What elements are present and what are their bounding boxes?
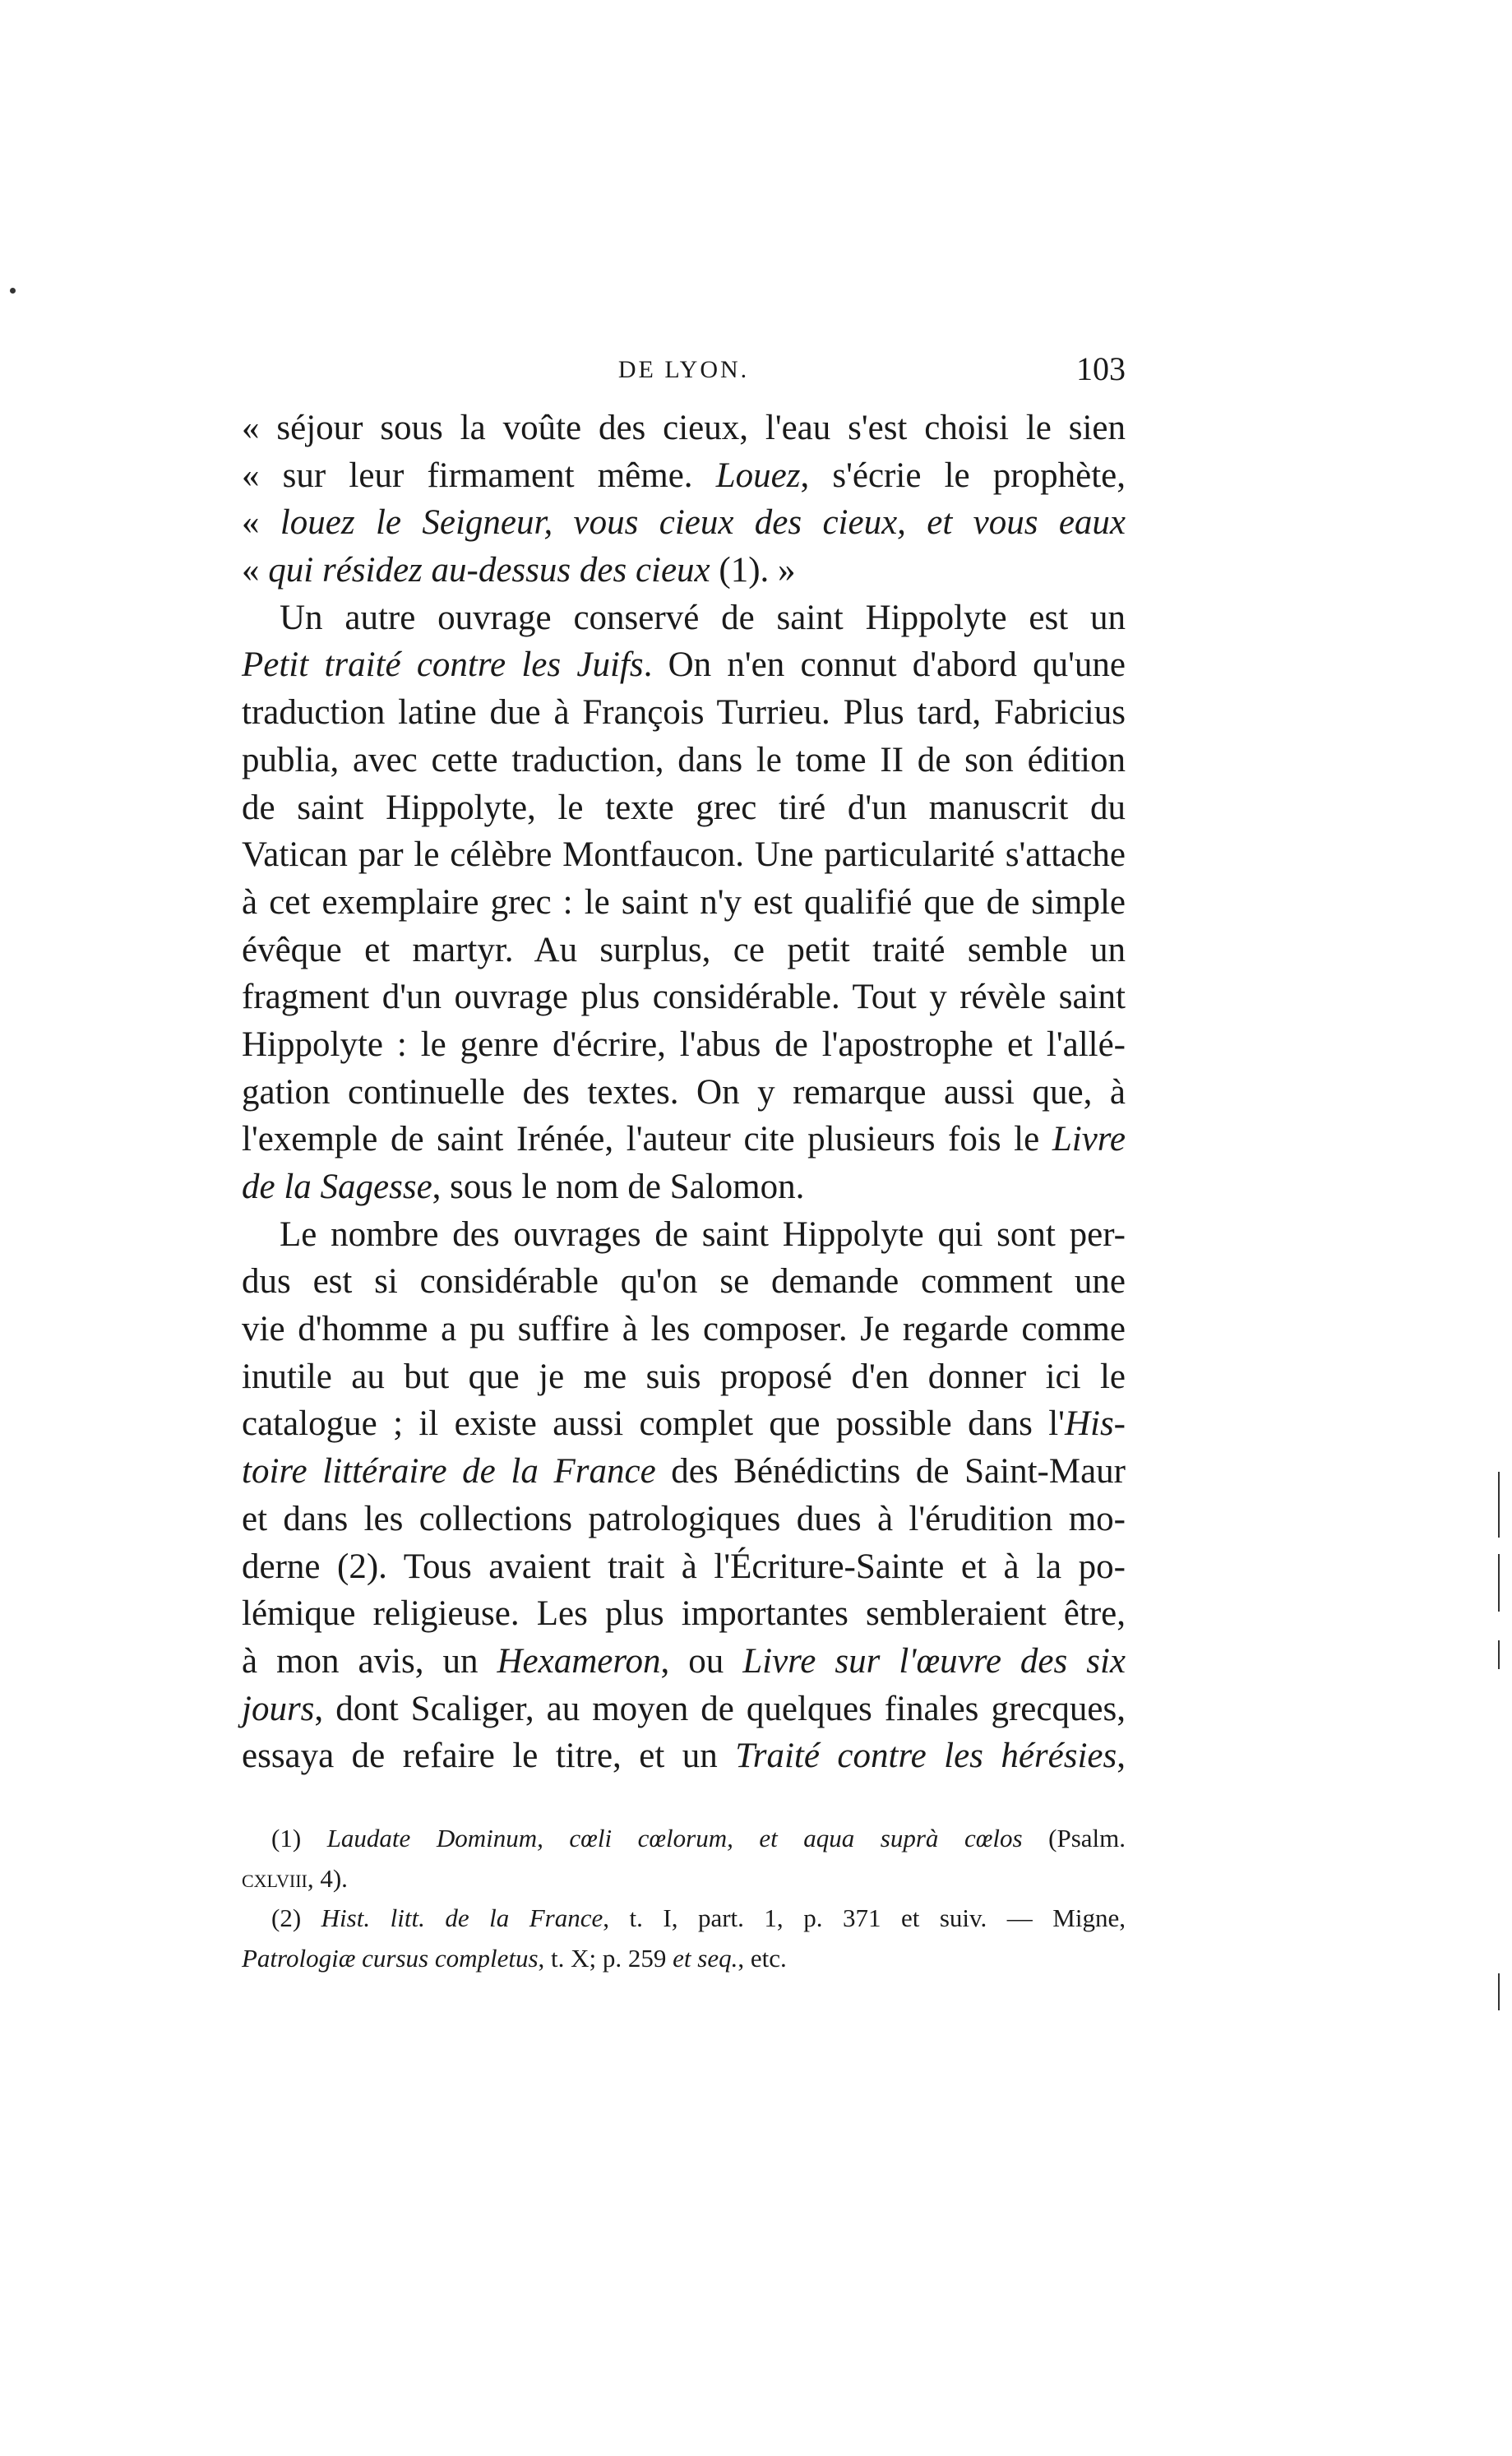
text-segment: à mon avis, un xyxy=(242,1641,497,1681)
text-segment: Le nombre des ouvrages de saint Hippolyte qui sont per- xyxy=(280,1214,1126,1254)
text-line xyxy=(242,784,1126,832)
footnote-line xyxy=(242,1859,1126,1899)
text-segment: , ou xyxy=(660,1641,743,1681)
running-title: DE LYON. xyxy=(617,356,750,383)
text-line xyxy=(242,1163,1126,1211)
body-text xyxy=(242,405,1126,1780)
italic-text: Louez xyxy=(715,456,801,495)
italic-text: His- xyxy=(1064,1404,1126,1444)
text-segment: de saint Hippolyte, le texte grec tiré d'un manuscrit du xyxy=(242,788,1126,827)
italic-text: et seq. xyxy=(673,1943,738,1973)
text-line xyxy=(242,1069,1126,1117)
text-line xyxy=(242,1496,1126,1543)
text-line xyxy=(242,499,1126,547)
text-line xyxy=(242,831,1126,879)
text-segment: gation continuelle des textes. On y remarque aussi que, à xyxy=(242,1072,1126,1112)
italic-text: Livre xyxy=(1052,1120,1126,1159)
footnote-line xyxy=(242,1899,1126,1939)
italic-text: Hist. litt. de la France xyxy=(321,1903,603,1932)
footnote-line xyxy=(242,1819,1126,1859)
text-line xyxy=(242,1116,1126,1163)
text-segment: essaya de refaire le titre, et un xyxy=(242,1737,736,1776)
text-segment: fragment d'un ouvrage plus considérable. Tout y révèle saint xyxy=(242,978,1126,1017)
text-line xyxy=(242,594,1126,642)
text-line xyxy=(242,1400,1126,1448)
page-header xyxy=(242,349,1126,391)
italic-text: Hexameron xyxy=(497,1641,661,1681)
text-segment: vie d'homme a pu suffire à les composer. Je regarde comme xyxy=(242,1310,1126,1349)
italic-text: louez le Seigneur, vous cieux des cieux, et vous eaux xyxy=(280,503,1126,543)
text-segment: inutile au but que je me suis proposé d'en donner ici le xyxy=(242,1357,1126,1396)
text-segment: « xyxy=(242,503,280,543)
italic-text: Petit traité contre les Juifs xyxy=(242,645,644,685)
text-line xyxy=(242,1543,1126,1591)
text-segment: (Psalm. xyxy=(1022,1824,1126,1852)
text-segment: à cet exemplaire grec : le saint n'y est qualifié que de simple xyxy=(242,882,1126,922)
italic-text: Laudate Dominum, cœli cœlorum, et aqua suprà cœlos xyxy=(326,1824,1023,1852)
text-line xyxy=(242,405,1126,452)
text-segment: lémique religieuse. Les plus importantes sembleraient être, xyxy=(242,1594,1126,1634)
text-segment: des Bénédictins de Saint-Maur xyxy=(655,1452,1126,1492)
text-segment: , sous le nom de Salomon. xyxy=(432,1168,805,1206)
scan-mark xyxy=(1498,1973,1500,2010)
text-segment: , t. X; p. 259 xyxy=(538,1943,673,1973)
text-segment: « xyxy=(242,551,269,590)
scan-mark xyxy=(1498,1640,1500,1669)
text-line xyxy=(242,974,1126,1021)
text-line xyxy=(242,641,1126,689)
text-line xyxy=(242,452,1126,500)
text-line xyxy=(242,927,1126,974)
text-line xyxy=(242,737,1126,784)
text-line xyxy=(242,1590,1126,1638)
text-segment: (1) xyxy=(271,1824,327,1852)
text-line xyxy=(242,879,1126,927)
text-segment: (2) xyxy=(271,1903,321,1932)
italic-text: jours xyxy=(242,1689,315,1728)
text-segment: , 4). xyxy=(307,1863,348,1893)
text-line xyxy=(242,1211,1126,1259)
text-line xyxy=(242,1638,1126,1686)
italic-text: Livre sur l'œuvre des six xyxy=(742,1641,1126,1681)
text-segment: catalogue ; il existe aussi complet que possible dans l' xyxy=(242,1404,1065,1444)
scan-speck xyxy=(10,288,16,294)
text-line xyxy=(242,1732,1126,1780)
italic-text: de la Sagesse xyxy=(242,1168,432,1206)
text-segment: dus est si considérable qu'on se demande comment une xyxy=(242,1262,1126,1302)
text-segment: , dont Scaliger, au moyen de quelques finales grecques, xyxy=(314,1689,1126,1728)
footnotes xyxy=(242,1819,1126,1978)
text-segment: et dans les collections patrologiques dues à l'érudition mo- xyxy=(242,1499,1126,1538)
text-line xyxy=(242,1021,1126,1069)
text-segment: traduction latine due à François Turrieu. Plus tard, Fabricius xyxy=(242,693,1126,733)
text-segment: publia, avec cette traduction, dans le tome II de son édition xyxy=(242,740,1126,779)
text-segment: , etc. xyxy=(738,1943,787,1973)
text-segment: « séjour sous la voûte des cieux, l'eau s'est choisi le sien xyxy=(242,409,1126,447)
text-line xyxy=(242,1353,1126,1401)
text-segment: (1). » xyxy=(710,551,796,590)
footnote-line xyxy=(242,1939,1126,1979)
text-segment: . On n'en connut d'abord qu'une xyxy=(643,645,1126,685)
text-segment: Hippolyte : le genre d'écrire, l'abus de l'apostrophe et l'allé- xyxy=(242,1024,1126,1064)
italic-text: Patrologiæ cursus completus xyxy=(242,1943,539,1973)
text-segment: l'exemple de saint Irénée, l'auteur cite plusieurs fois le xyxy=(242,1120,1052,1159)
text-segment: , t. I, part. 1, p. 371 et suiv. — Migne, xyxy=(603,1903,1126,1932)
text-line xyxy=(242,1686,1126,1733)
scan-mark xyxy=(1498,1554,1500,1612)
text-line xyxy=(242,689,1126,737)
italic-text: qui résidez au-dessus des cieux xyxy=(268,551,710,590)
italic-text: toire littéraire de la France xyxy=(242,1452,656,1492)
text-segment: évêque et martyr. Au surplus, ce petit traité semble un xyxy=(242,930,1126,969)
text-line xyxy=(242,547,1126,594)
text-line xyxy=(242,1306,1126,1353)
text-segment: derne (2). Tous avaient trait à l'Écriture-Sainte et à la po- xyxy=(242,1547,1126,1586)
text-line xyxy=(242,1258,1126,1306)
italic-text: Traité contre les hérésies xyxy=(735,1737,1117,1776)
text-segment: cxlviii xyxy=(242,1863,307,1893)
text-line xyxy=(242,1448,1126,1496)
scan-mark xyxy=(1498,1472,1500,1538)
text-segment: Vatican par le célèbre Montfaucon. Une particularité s'attache xyxy=(242,835,1126,875)
page-number: 103 xyxy=(1076,350,1126,387)
text-segment: Un autre ouvrage conservé de saint Hippolyte est un xyxy=(280,598,1126,637)
text-segment: « sur leur firmament même. xyxy=(242,456,716,495)
text-segment: , s'écrie le prophète, xyxy=(800,456,1126,495)
text-segment: , xyxy=(1117,1737,1126,1776)
